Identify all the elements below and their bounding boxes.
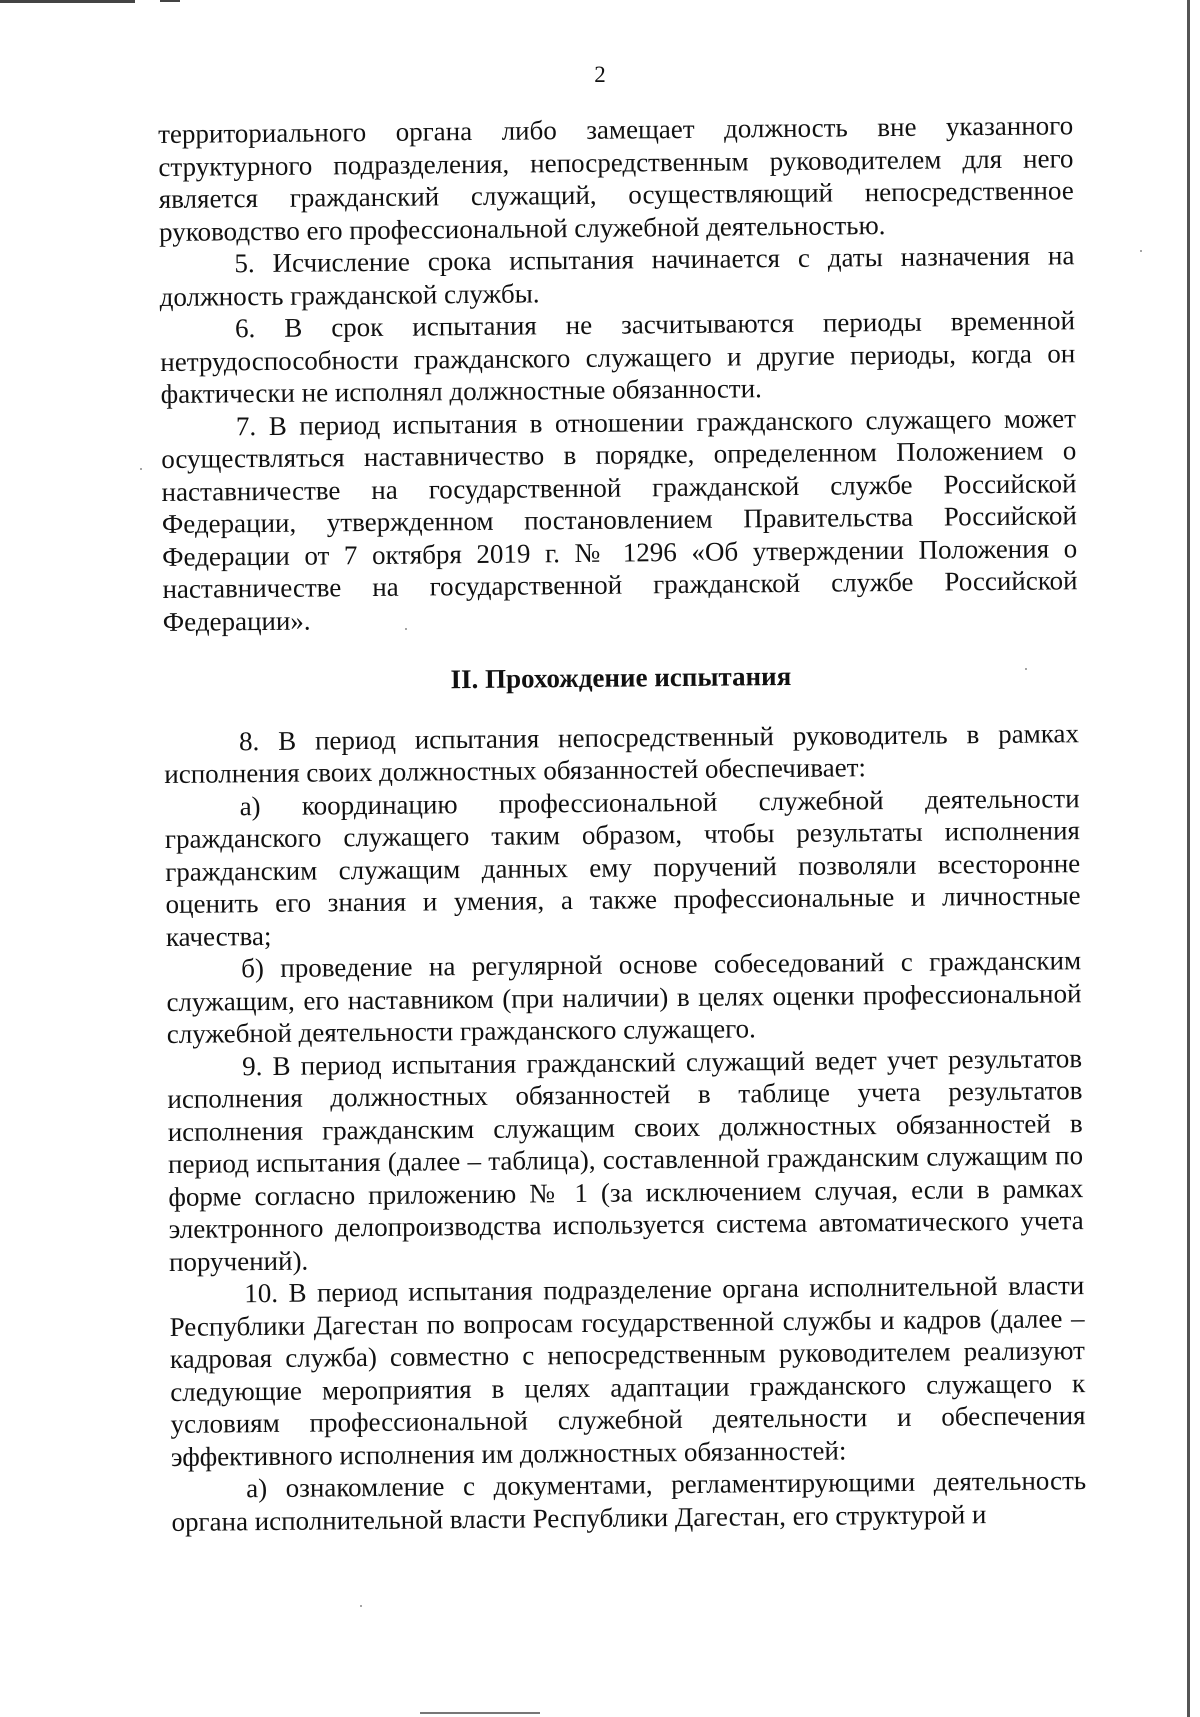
scan-edge-mark <box>420 1712 540 1714</box>
document-body <box>158 109 1087 1538</box>
paragraph-9: 9. В период испытания гражданский служащий ведет учет результатов исполнения должностных обязанностей в таблице учета результатов исполнения гражданским служащим своих должностных обязанностей в период испытания (далее – таблица), составленной гражданским служащим по форме согласно приложению № 1 (за исключением случая, если в рамках электронного делопроизводства используется система автоматического учета поручений). <box>167 1042 1084 1277</box>
scan-edge-mark <box>0 0 135 3</box>
paragraph-10a: а) ознакомление с документами, регламентирующими деятельность органа исполнительной власти Республики Дагестан, его структурой и <box>171 1465 1087 1537</box>
scan-speck <box>360 1605 362 1607</box>
scan-edge-mark <box>160 0 180 2</box>
paragraph-8b: б) проведение на регулярной основе собеседований с гражданским служащим, его наставником (при наличии) в целях оценки профессиональной служебной деятельности гражданского служащего. <box>166 945 1082 1049</box>
paragraph-8: 8. В период испытания непосредственный руководитель в рамках исполнения своих должностных обязанностей обеспечивает: <box>164 717 1080 789</box>
paragraph-6: 6. В срок испытания не засчитываются периоды временной нетрудоспособности гражданского служащего и другие периоды, когда он фактически не исполнял должностные обязанности. <box>160 305 1076 409</box>
paragraph-7: 7. В период испытания в отношении гражданского служащего может осуществляться наставничество в порядке, определенном Положением о наставничестве на государственной гражданской службе Российской Федерации, утвержденном постановлением Правительства Российской Федерации от 7 октября 2019 г. № 1296 «Об утверждении Положения о наставничестве на государственной гражданской службе Российской Федерации». <box>161 402 1078 637</box>
page-number: 2 <box>594 62 606 87</box>
scan-speck <box>140 468 142 470</box>
paragraph-8a: а) координацию профессиональной служебной деятельности гражданского служащего таким образом, чтобы результаты исполнения гражданским служащим данных ему поручений позволяли всесторонне оценить его знания и умения, а также профессиональные и личностные качества; <box>164 782 1081 952</box>
scan-edge-shadow <box>1187 0 1190 1717</box>
paragraph-continuation: территориального органа либо замещает должность вне указанного структурного подразделения, непосредственным руководителем для него является гражданский служащий, осуществляющий непосредственное руководство его профессиональной служебной деятельностью. <box>158 110 1074 247</box>
scan-speck <box>1140 250 1142 252</box>
paragraph-10: 10. В период испытания подразделение органа исполнительной власти Республики Дагестан по вопросам государственной службы и кадров (далее – кадровая служба) совместно с непосредственным руководителем реализуют следующие мероприятия в целях адаптации гражданского служащего к условиям профессиональной служебной деятельности и обеспечения эффективного исполнения им должностных обязанностей: <box>169 1270 1086 1472</box>
section-heading: II. Прохождение испытания <box>450 660 792 695</box>
paragraph-5: 5. Исчисление срока испытания начинается с даты назначения на должность гражданской службы. <box>159 240 1075 312</box>
